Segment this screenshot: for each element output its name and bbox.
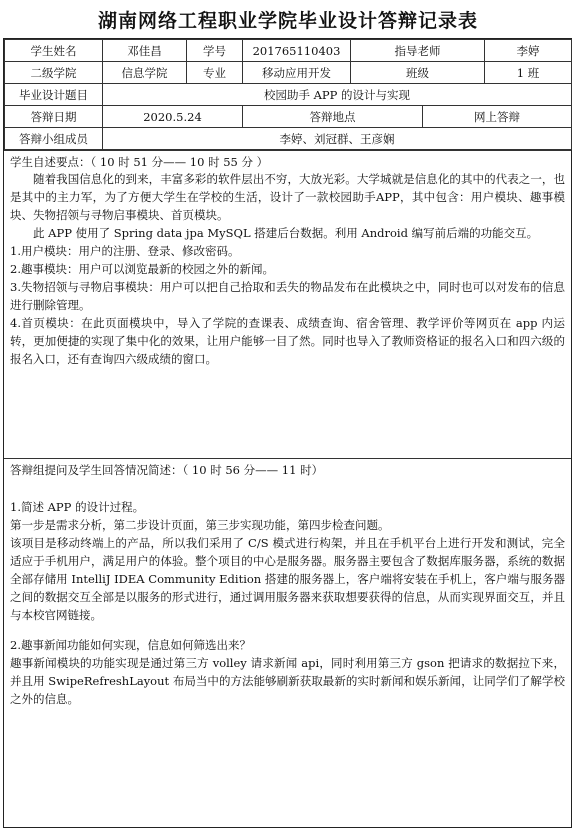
topic-value: 校园助手 APP 的设计与实现	[103, 84, 572, 106]
major-value: 移动应用开发	[243, 62, 351, 84]
name-value: 邓佳昌	[103, 40, 187, 62]
table-row	[5, 128, 572, 150]
self-statement-section	[4, 150, 571, 458]
statement-item: 4.首页模块：在此页面模块中，导入了学院的查课表、成绩查询、宿舍管理、教学评价等网页在 app 内运转，更加便捷的实现了集中化的效果，让用户能够一目了然。同时也导入了教师资格证的报名入口和四六级的报名入口，还有查询四六级成绩的窗口。	[10, 316, 565, 366]
table-row	[5, 84, 572, 106]
statement-item: 1.用户模块：用户的注册、登录、修改密码。	[10, 244, 240, 258]
table-row	[5, 62, 572, 84]
student-id-value: 201765110403	[243, 40, 351, 62]
statement-paragraph: 随着我国信息化的到来，丰富多彩的软件层出不穷，大放光彩。大学城就是信息化的其中的代表之一，也是其中的主力军，为了方便大学生在学校的生活，设计了一款校园助手APP，其中包含：用户模块、趣事模块、失物招领与寻物启事模块、首页模块。	[10, 172, 565, 222]
advisor-label: 指导老师	[351, 40, 485, 62]
info-table	[4, 39, 572, 150]
answer-1-steps: 第一步是需求分析，第二步设计页面，第三步实现功能，第四步检查问题。	[10, 518, 390, 532]
answer-1-detail: 该项目是移动终端上的产品，所以我们采用了 C/S 模式进行构架，并且在手机平台上进行开发和测试，完全适应于手机用户，满足用户的体验。整个项目的中心是服务器。服务器主要包含了数据库服务器，系统的数据全部存储用 IntelliJ IDEA Community Edition 搭建的服务器上，客户端将安装在手机上，客户端与服务器之间的数据交互全部是以服务的形式进行，通过调用服务器来获取想要获得的信息，从而实现界面交互，并且与本校官网链接。	[10, 536, 565, 622]
advisor-value: 李婷	[485, 40, 572, 62]
document-title: 湖南网络工程职业学院毕业设计答辩记录表	[97, 10, 478, 32]
committee-label: 答辩小组成员	[5, 128, 103, 150]
table-row	[5, 106, 572, 128]
record-sheet	[3, 38, 572, 828]
question-2: 2.趣事新闻功能如何实现，信息如何筛选出来？	[10, 638, 251, 652]
statement-paragraph: 此 APP 使用了 Spring data jpa MySQL 搭建后台数据。利用 Android 编写前后端的功能交互。	[33, 226, 539, 240]
committee-value: 李婷、刘冠群、王彦娴	[103, 128, 572, 150]
statement-item: 2.趣事模块：用户可以浏览最新的校园之外的新闻。	[10, 262, 274, 276]
table-row	[5, 40, 572, 62]
question-1: 1.简述 APP 的设计过程。	[10, 500, 145, 514]
answer-2: 趣事新闻模块的功能实现是通过第三方 volley 请求新闻 api，同时利用第三方 gson 把请求的数据拉下来，并且用 SwipeRefreshLayout 布局当中的方法能够刷新获取最新的实时新闻和娱乐新闻，让同学们了解学校之外的信息。	[10, 656, 565, 706]
topic-label: 毕业设计题目	[5, 84, 103, 106]
college-label: 二级学院	[5, 62, 103, 84]
defense-place-label: 答辩地点	[243, 106, 423, 128]
defense-date-label: 答辩日期	[5, 106, 103, 128]
defense-place-value: 网上答辩	[423, 106, 572, 128]
qa-section	[4, 458, 571, 771]
qa-heading: 答辩组提问及学生回答情况简述：（ 10 时 56 分—— 11 时）	[10, 463, 324, 477]
major-label: 专业	[187, 62, 243, 84]
student-id-label: 学号	[187, 40, 243, 62]
college-value: 信息学院	[103, 62, 187, 84]
defense-date-value: 2020.5.24	[103, 106, 243, 128]
self-statement-heading: 学生自述要点：（ 10 时 51 分—— 10 时 55 分 ）	[10, 155, 269, 169]
name-label: 学生姓名	[5, 40, 103, 62]
statement-item: 3.失物招领与寻物启事模块：用户可以把自己拾取和丢失的物品发布在此模块之中，同时也可以对发布的信息进行删除管理。	[10, 280, 565, 312]
class-label: 班级	[351, 62, 485, 84]
class-value: 1 班	[485, 62, 572, 84]
